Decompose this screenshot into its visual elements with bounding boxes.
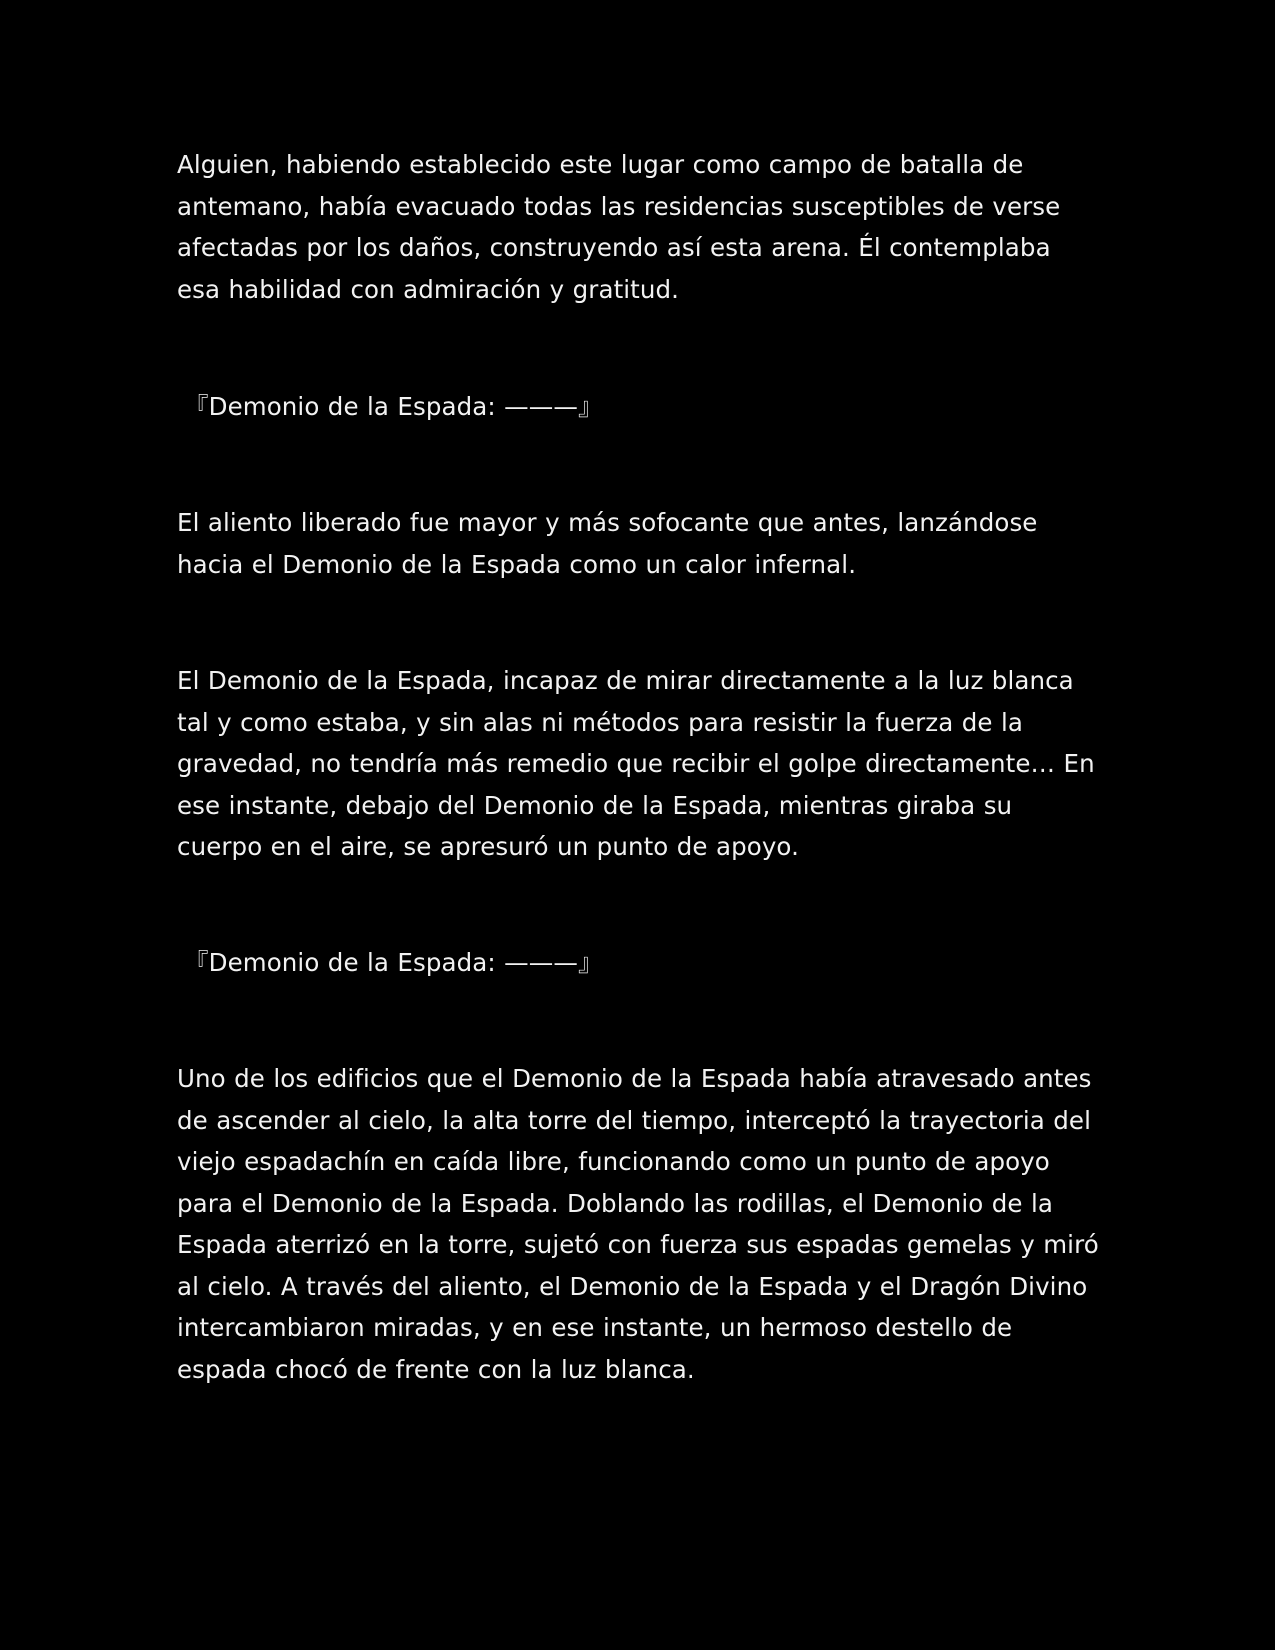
paragraph-arena: Alguien, habiendo establecido este lugar como campo de batalla de antemano, había evacuado todas las residencias susceptibles de verse afectadas por los daños, construyendo así esta arena. Él contemplaba esa habilidad con admiración y gratitud. [177,150,1061,304]
paragraph-clock-tower: Uno de los edificios que el Demonio de la Espada había atravesado antes de ascender al cielo, la alta torre del tiempo, interceptó la trayectoria del viejo espadachín en caída libre, funcionando como un punto de apoyo para el Demonio de la Espada. Doblando las rodillas, el Demonio de la Espada aterrizó en la torre, sujetó con fuerza sus espadas gemelas y miró al cielo. A través del aliento, el Demonio de la Espada y el Dragón Divino intercambiaron miradas, y en ese instante, un hermoso destello de espada chocó de frente con la luz blanca. [177,1064,1099,1384]
dialogue-line-sword-demon-1: 『Demonio de la Espada: ———』 [184,392,603,421]
paragraph-gravity: El Demonio de la Espada, incapaz de mirar directamente a la luz blanca tal y como estaba, y sin alas ni métodos para resistir la fuerza de la gravedad, no tendría más remedio que recibir el golpe directamente… En ese instante, debajo del Demonio de la Espada, mientras giraba su cuerpo en el aire, se apresuró un punto de apoyo. [177,666,1095,861]
dialogue-line-sword-demon-2: 『Demonio de la Espada: ———』 [184,948,603,977]
paragraph-breath: El aliento liberado fue mayor y más sofocante que antes, lanzándose hacia el Demonio de la Espada como un calor infernal. [177,508,1038,579]
